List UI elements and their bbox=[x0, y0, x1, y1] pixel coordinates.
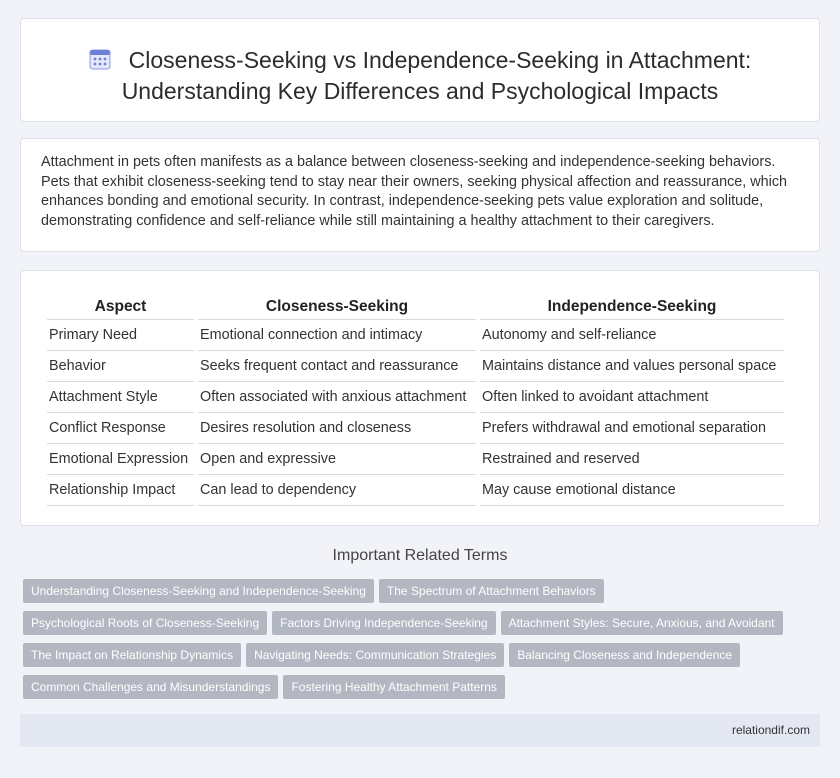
cell-closeness: Often associated with anxious attachment bbox=[198, 382, 476, 413]
cell-aspect: Behavior bbox=[47, 351, 194, 382]
table-row bbox=[47, 475, 784, 506]
table-row bbox=[47, 413, 784, 444]
cell-aspect: Emotional Expression bbox=[47, 444, 194, 475]
title-text-1: Closeness-Seeking vs Independence-Seeking in Attachment: bbox=[128, 47, 752, 73]
title-text-2: Understanding Key Differences and Psychological Impacts bbox=[121, 78, 719, 104]
tag-row bbox=[23, 675, 823, 707]
cell-closeness: Emotional connection and intimacy bbox=[198, 320, 476, 351]
cell-independence: May cause emotional distance bbox=[480, 475, 784, 506]
header-aspect: Aspect bbox=[47, 295, 194, 320]
table-row bbox=[47, 320, 784, 351]
calendar-grid-icon bbox=[89, 48, 111, 70]
related-term-tag[interactable]: Common Challenges and Misunderstandings bbox=[23, 675, 278, 699]
title-card bbox=[20, 18, 820, 122]
comparison-card bbox=[20, 270, 820, 526]
cell-independence: Maintains distance and values personal space bbox=[480, 351, 784, 382]
related-term-tag[interactable]: Balancing Closeness and Independence bbox=[509, 643, 740, 667]
cell-independence: Often linked to avoidant attachment bbox=[480, 382, 784, 413]
related-term-tag[interactable]: Psychological Roots of Closeness-Seeking bbox=[23, 611, 267, 635]
related-term-tag[interactable]: Navigating Needs: Communication Strategies bbox=[246, 643, 504, 667]
cell-independence: Prefers withdrawal and emotional separation bbox=[480, 413, 784, 444]
cell-closeness: Desires resolution and closeness bbox=[198, 413, 476, 444]
related-term-tag[interactable]: Factors Driving Independence-Seeking bbox=[272, 611, 495, 635]
header-independence: Independence-Seeking bbox=[480, 295, 784, 320]
tag-row bbox=[23, 579, 823, 611]
table-row bbox=[47, 382, 784, 413]
related-terms-list bbox=[23, 579, 823, 707]
cell-aspect: Conflict Response bbox=[47, 413, 194, 444]
cell-closeness: Can lead to dependency bbox=[198, 475, 476, 506]
related-term-tag[interactable]: The Spectrum of Attachment Behaviors bbox=[379, 579, 604, 603]
table-row bbox=[47, 351, 784, 382]
cell-independence: Autonomy and self-reliance bbox=[480, 320, 784, 351]
footer-bar bbox=[20, 714, 820, 747]
cell-aspect: Attachment Style bbox=[47, 382, 194, 413]
related-term-tag[interactable]: Attachment Styles: Secure, Anxious, and Avoidant bbox=[501, 611, 783, 635]
related-terms-heading: Important Related Terms bbox=[332, 547, 508, 564]
cell-independence: Restrained and reserved bbox=[480, 444, 784, 475]
cell-aspect: Primary Need bbox=[47, 320, 194, 351]
site-link[interactable]: relationdif.com bbox=[731, 723, 810, 737]
intro-paragraph: Attachment in pets often manifests as a balance between closeness-seeking and independence-seeking behaviors. Pets that exhibit closeness-seeking tend to stay near their owners, seeking physical affection and reassurance, which enhances bonding and emotional security. In contrast, independence-seeking pets value exploration and solitude, demonstrating confidence and self-reliance while still maintaining a healthy attachment to their caregivers. bbox=[41, 154, 788, 229]
tag-row bbox=[23, 611, 823, 643]
title-line-1 bbox=[21, 45, 819, 76]
tag-row bbox=[23, 643, 823, 675]
page-title bbox=[21, 45, 819, 107]
related-term-tag[interactable]: The Impact on Relationship Dynamics bbox=[23, 643, 241, 667]
table-header-row bbox=[47, 295, 784, 320]
intro-card bbox=[20, 138, 820, 252]
cell-closeness: Seeks frequent contact and reassurance bbox=[198, 351, 476, 382]
related-term-tag[interactable]: Understanding Closeness-Seeking and Independence-Seeking bbox=[23, 579, 374, 603]
related-term-tag[interactable]: Fostering Healthy Attachment Patterns bbox=[283, 675, 504, 699]
cell-closeness: Open and expressive bbox=[198, 444, 476, 475]
cell-aspect: Relationship Impact bbox=[47, 475, 194, 506]
header-closeness: Closeness-Seeking bbox=[198, 295, 476, 320]
table-row bbox=[47, 444, 784, 475]
comparison-table bbox=[43, 295, 788, 506]
